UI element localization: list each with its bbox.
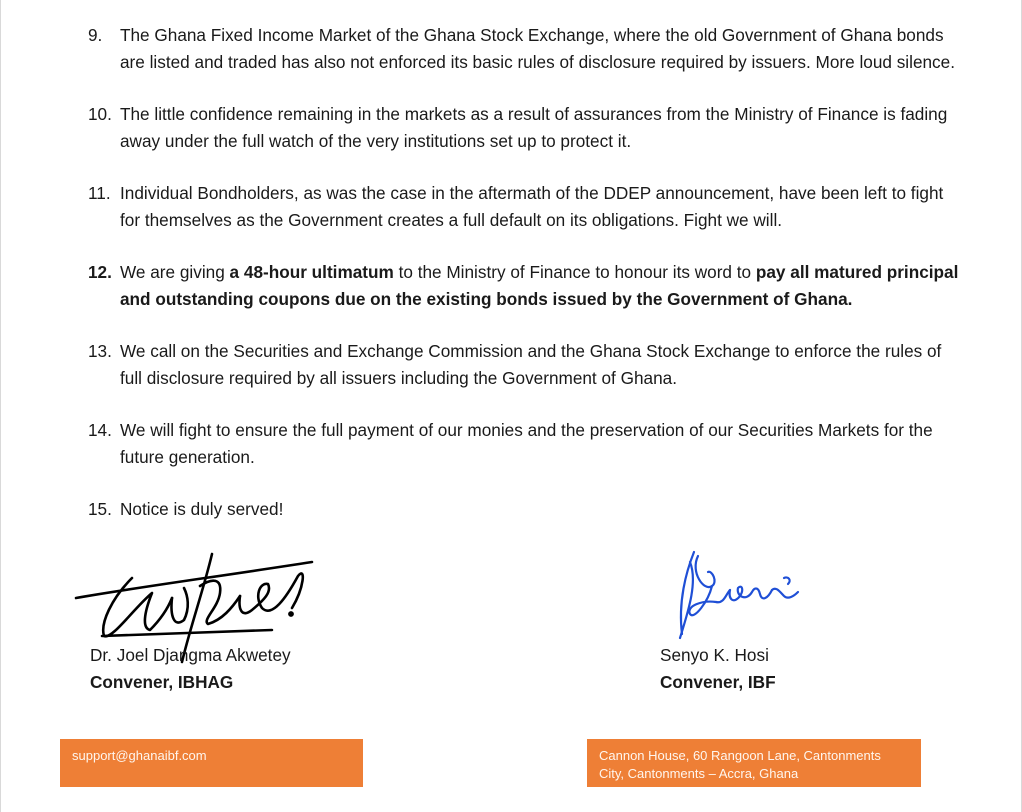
footer-email-box: [60, 739, 363, 787]
footer-email[interactable]: support@ghanaibf.com: [72, 748, 207, 763]
list-item: [88, 496, 966, 523]
list-item: [88, 22, 966, 75]
item-text-part: We are giving: [120, 262, 230, 282]
list-item: [88, 101, 966, 154]
list-item-ultimatum: [88, 259, 966, 312]
signatory-right-name: Senyo K. Hosi: [660, 645, 769, 665]
item-text: Notice is duly served!: [120, 499, 284, 519]
item-number: 9.: [88, 25, 103, 45]
signatory-left-name: Dr. Joel Djangma Akwetey: [90, 645, 291, 665]
list-item: [88, 180, 966, 233]
ultimatum-phrase: a 48-hour ultimatum: [229, 262, 394, 282]
signatory-right-role: Convener, IBF: [660, 672, 776, 692]
item-number: 11.: [88, 183, 111, 203]
demands-list: [88, 22, 966, 523]
item-text: The little confidence remaining in the markets as a result of assurances from the Ministry of Finance is fading away under the full watch of the very institutions set up to protect it.: [120, 104, 948, 151]
signature-right: [668, 542, 808, 644]
page-edge-left: [0, 0, 1, 812]
signatory-right: [660, 642, 776, 696]
item-text-part: to the Ministry of Finance to honour its word to: [393, 262, 756, 282]
footer-address-box: [587, 739, 921, 787]
item-number: 15.: [88, 499, 112, 519]
item-text: We will fight to ensure the full payment of our monies and the preservation of our Securities Markets for the future generation.: [120, 420, 933, 467]
item-text: We call on the Securities and Exchange Commission and the Ghana Stock Exchange to enforce the rules of full disclosure required by all issuers including the Government of Ghana.: [120, 341, 942, 388]
item-number: 13.: [88, 341, 112, 361]
item-number: 14.: [88, 420, 112, 440]
footer-address: Cannon House, 60 Rangoon Lane, Cantonments City, Cantonments – Accra, Ghana: [599, 748, 881, 781]
item-text: Individual Bondholders, as was the case in the aftermath of the DDEP announcement, have been left to fight for themselves as the Government creates a full default on its obligations. Fight we will.: [120, 183, 944, 230]
item-number: 10.: [88, 104, 112, 124]
signatory-left-role: Convener, IBHAG: [90, 672, 234, 692]
demand-phrase: pay all matured principal and outstanding coupons due on the existing bonds issued by the Government of Ghana.: [120, 262, 959, 309]
list-item: [88, 417, 966, 470]
item-text: The Ghana Fixed Income Market of the Ghana Stock Exchange, where the old Government of Ghana bonds are listed and traded has also not enforced its basic rules of disclosure required by issuers. More loud silence.: [120, 25, 955, 72]
list-item: [88, 338, 966, 391]
signatory-left: [90, 642, 291, 696]
item-number: 12.: [88, 262, 112, 282]
